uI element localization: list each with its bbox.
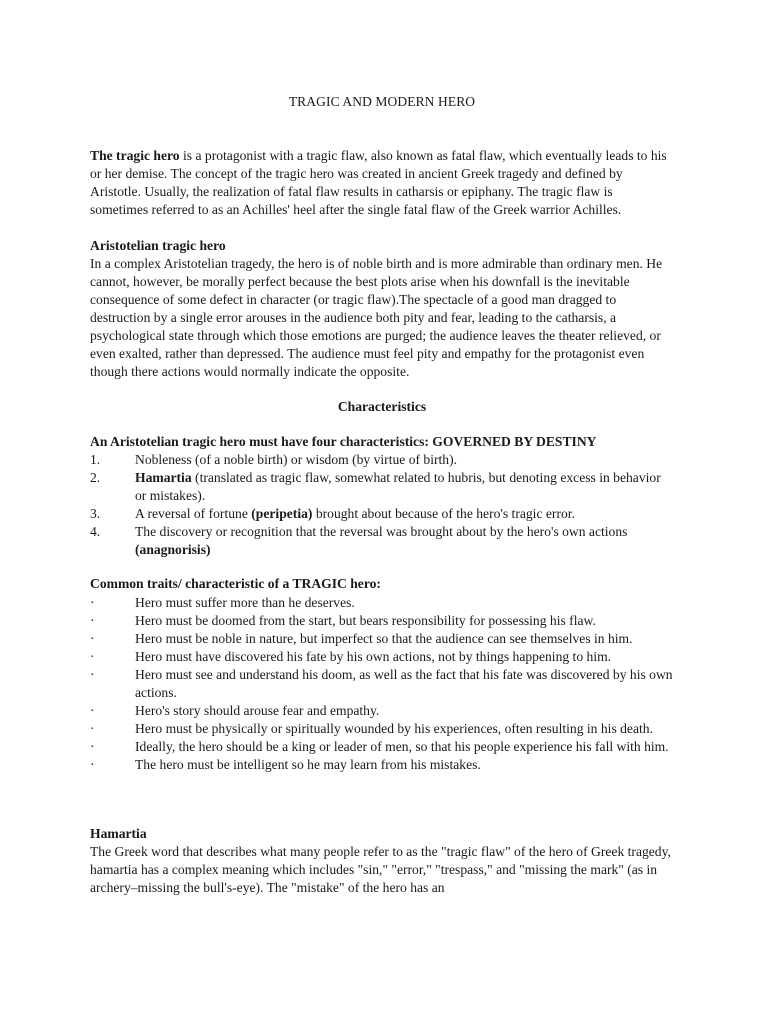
list-item: [90, 720, 674, 738]
bullet-marker: ·: [90, 595, 95, 610]
intro-term: The tragic hero: [90, 148, 180, 163]
traits-list: [90, 594, 674, 774]
list-item-text: The hero must be intelligent so he may learn from his mistakes.: [135, 757, 481, 772]
bullet-marker: ·: [90, 649, 95, 664]
list-item-text: Hero must be physically or spiritually wounded by his experiences, often resulting in his death.: [135, 721, 653, 736]
list-item-text: Hero must have discovered his fate by his own actions, not by things happening to him.: [135, 649, 612, 664]
list-item-text: Hero must see and understand his doom, as well as the fact that his fate was discovered by his own actions.: [135, 667, 673, 700]
list-item: [90, 523, 674, 559]
intro-text: is a protagonist with a tragic flaw, also known as fatal flaw, which eventually leads to his or her demise. The concept of the tragic hero was created in ancient Greek tragedy and defined by Aristotle. Usually, the realization of fatal flaw results in catharsis or epiphany. The tragic flaw is sometimes referred to as an Achilles' heel after the single fatal flaw of the Greek warrior Achilles.: [90, 148, 667, 217]
list-item: [90, 594, 674, 612]
list-item: [90, 756, 674, 774]
list-item-text: Hero must be noble in nature, but imperfect so that the audience can see themselves in him.: [135, 631, 633, 646]
list-item-bold: Hamartia: [135, 470, 192, 485]
aristotelian-heading: Aristotelian tragic hero: [90, 238, 226, 253]
list-item-text: Hero must suffer more than he deserves.: [135, 595, 355, 610]
list-item-text: A reversal of fortune: [135, 506, 252, 521]
list-item-text: Ideally, the hero should be a king or leader of men, so that his people experience his fall with him.: [135, 739, 669, 754]
list-item-text: The discovery or recognition that the reversal was brought about by the hero's own actions: [135, 524, 628, 539]
characteristics-subheading: An Aristotelian tragic hero must have four characteristics: GOVERNED BY DESTINY: [90, 434, 597, 449]
list-item: [90, 702, 674, 720]
list-item: [90, 630, 674, 648]
list-item-text: Hero's story should arouse fear and empathy.: [135, 703, 380, 718]
list-item-bold: (anagnorisis): [135, 542, 211, 557]
list-item: [90, 505, 674, 523]
list-number: 3.: [90, 506, 101, 521]
bullet-marker: ·: [90, 667, 95, 682]
hamartia-paragraph: The Greek word that describes what many people refer to as the "tragic flaw" of the hero of Greek tragedy, hamartia has a complex meaning which includes "sin," "error," "trespass," and "missing the mark" (as in archery–missing the bull's-eye). The "mistake" of the hero has an: [90, 844, 671, 895]
list-item: [90, 738, 674, 756]
list-number: 1.: [90, 452, 101, 467]
bullet-marker: ·: [90, 739, 95, 754]
list-item: [90, 648, 674, 666]
list-item-text: Nobleness (of a noble birth) or wisdom (by virtue of birth).: [135, 452, 458, 467]
list-number: 2.: [90, 470, 101, 485]
characteristics-heading: Characteristics: [337, 399, 427, 414]
bullet-marker: ·: [90, 631, 95, 646]
list-item: [90, 666, 674, 702]
bullet-marker: ·: [90, 703, 95, 718]
traits-heading: Common traits/ characteristic of a TRAGIC hero:: [90, 576, 381, 591]
intro-paragraph: [90, 147, 674, 219]
list-item: [90, 612, 674, 630]
list-item-text: Hero must be doomed from the start, but bears responsibility for possessing his flaw.: [135, 613, 596, 628]
list-item: [90, 451, 674, 469]
list-item-text-after: (translated as tragic flaw, somewhat related to hubris, but denoting excess in behavior or mistakes).: [135, 470, 661, 503]
bullet-marker: ·: [90, 757, 95, 772]
list-item-bold: (peripetia): [251, 506, 313, 521]
bullet-marker: ·: [90, 721, 95, 736]
list-item: [90, 469, 674, 505]
characteristics-list: [90, 451, 674, 559]
aristotelian-paragraph: In a complex Aristotelian tragedy, the hero is of noble birth and is more admirable than ordinary men. He cannot, however, be morally perfect because the best plots arise when his downfall is the inevitable consequence of some defect in character (or tragic flaw).The spectacle of a good man dragged to destruction by a single error arouses in the audience both pity and fear, leading to the catharsis, a psychological state through which those emotions are purged; the audience leaves the theater relieved, or even exalted, rather than depressed. The audience must feel pity and empathy for the protagonist even though there actions would normally indicate the opposite.: [90, 256, 663, 379]
list-item-text-after: brought about because of the hero's tragic error.: [312, 506, 575, 521]
document-title: TRAGIC AND MODERN HERO: [288, 94, 476, 109]
hamartia-heading: Hamartia: [90, 826, 147, 841]
bullet-marker: ·: [90, 613, 95, 628]
list-number: 4.: [90, 524, 101, 539]
